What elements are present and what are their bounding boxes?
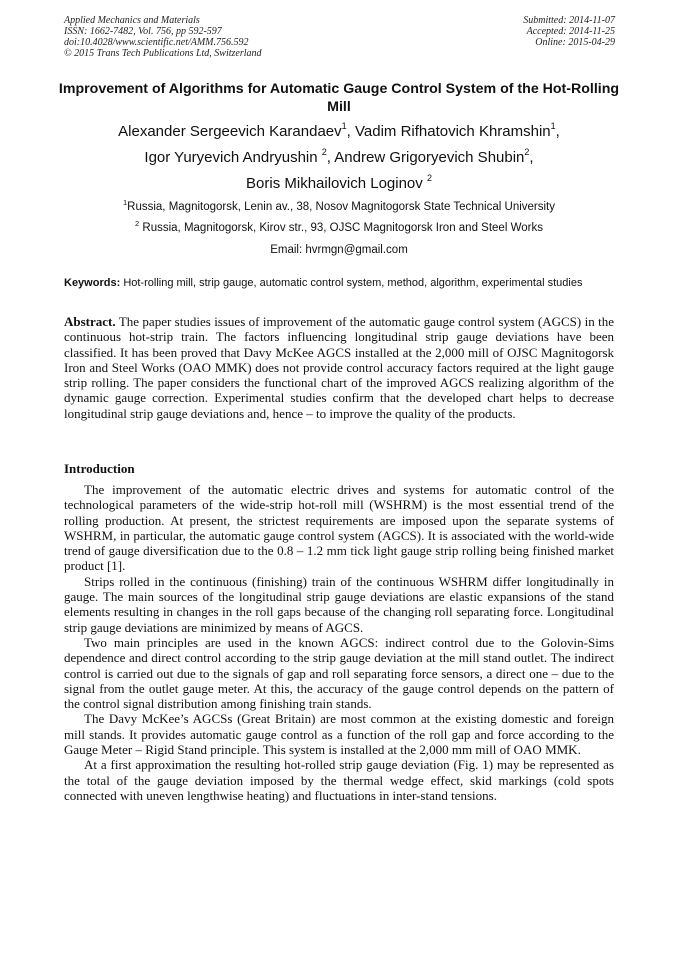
body-paragraph: At a first approximation the resulting hot-rolled strip gauge deviation (Fig. 1) may be represented as the total of the gauge deviation imposed by the thermal wedge effect, skid markings (cold spots connected with uneven lengthwise heating) and fluctuations in inter-stand tensions.	[64, 757, 614, 803]
affiliation-mark: 1	[122, 198, 128, 207]
author-name: Vadim Rifhatovich Khramshin	[355, 123, 551, 140]
author-name: Igor Yuryevich Andryushin	[144, 149, 318, 166]
copyright-line: © 2015 Trans Tech Publications Ltd, Switzerland	[64, 48, 262, 59]
affiliation-1	[20, 200, 658, 214]
doi-line: doi:10.4028/www.scientific.net/AMM.756.592	[64, 37, 249, 48]
abstract-label: Abstract.	[64, 314, 116, 329]
affiliation-text: Russia, Magnitogorsk, Kirov str., 93, OJSC Magnitogorsk Iron and Steel Works	[142, 222, 543, 234]
author-line-3	[20, 175, 658, 193]
keywords-label: Keywords:	[64, 277, 121, 289]
keywords-text: Hot-rolling mill, strip gauge, automatic control system, method, algorithm, experimental studies	[123, 277, 583, 289]
author-name: Andrew Grigoryevich Shubin	[334, 149, 525, 166]
author-line-2: Igor Yuryevich Andryushin $^2$, Andrew Grigoryevich Shubin$^2$,	[144, 147, 534, 166]
body-paragraph: Two main principles are used in the known AGCS: indirect control due to the Golovin-Sims dependence and direct control according to the strip gauge deviation at the mill stand outlet. The indirect control is carried out due to the signals of gap and roll separating force sensors, a direct one – due to the signal from the outlet gauge meter. At this, the accuracy of the gauge control depends on the pattern of the control signal distribution among finishing train stands.	[64, 634, 614, 712]
journal-name: Applied Mechanics and Materials	[64, 15, 200, 26]
abstract-block	[64, 314, 614, 421]
author-name: Alexander Sergeevich Karandaev	[118, 123, 342, 140]
author-affiliation-mark: 2	[321, 147, 327, 157]
section-heading-introduction: Introduction	[64, 461, 135, 476]
keywords-block	[64, 277, 614, 290]
paper-title: Improvement of Algorithms for Automatic Gauge Control System of the Hot-Rolling Mill	[58, 81, 620, 115]
introduction-body	[64, 482, 614, 803]
affiliation-text: Russia, Magnitogorsk, Lenin av., 38, Nosov Magnitogorsk State Technical University	[127, 201, 555, 213]
author-affiliation-mark: 1	[550, 121, 556, 131]
body-paragraph: The improvement of the automatic electric drives and systems for automatic control of the technological parameters of the wide-strip hot-roll mill (WSHRM) is the most essential trend of the rolling production. At present, the strictest requirements are imposed upon the separate systems of WSHRM, in particular, the automatic gauge control system (AGCS). It is associated with the world-wide trend of gauge diversification due to the 0.8 – 1.2 mm tick light gauge strip rolling being finished market product [1].	[64, 482, 614, 574]
submitted-date: Submitted: 2014-11-07	[523, 15, 615, 26]
accepted-date: Accepted: 2014-11-25	[526, 26, 615, 37]
email-line: Email: hvrmgn@gmail.com	[270, 244, 408, 256]
body-paragraph: Strips rolled in the continuous (finishing) train of the continuous WSHRM differ longitudinally in gauge. The main sources of the longitudinal strip gauge deviations are elastic expansions of the stand elements resulting in changes in the roll gaps because of the changing roll separating force. Longitudinal strip gauge deviations are minimized by means of AGCS.	[64, 573, 614, 635]
issn-line: ISSN: 1662-7482, Vol. 756, pp 592-597	[64, 26, 222, 37]
online-date: Online: 2015-04-29	[535, 37, 615, 48]
affiliation-mark: 2	[135, 219, 140, 228]
abstract-text: The paper studies issues of improvement of the automatic gauge control system (AGCS) in the continuous hot-strip train. The factors influencing longitudinal strip gauge deviations have been classified. It has been proved that Davy McKee AGCS installed at the 2,000 mill of OJSC Magnitogorsk Iron and Steel Works (OAO MMK) does not provide control accuracy factors required at the light gauge strip rolling. The paper considers the functional chart of the improved AGCS realizing algorithm of the dynamic gauge correction. Experimental studies confirm that the developed chart helps to decrease longitudinal strip gauge deviations and, hence – to improve the quality of the products.	[64, 314, 615, 421]
journal-header-right	[523, 15, 615, 48]
author-affiliation-mark: 2	[524, 147, 530, 157]
affiliation-2	[20, 221, 658, 235]
author-affiliation-mark: 1	[341, 121, 347, 131]
journal-header-left	[64, 15, 262, 59]
body-paragraph: The Davy McKee’s AGCSs (Great Britain) are most common at the existing domestic and foreign mill stands. It provides automatic gauge control as a function of the roll gap and force according to the Gauge Meter – Rigid Stand principle. This system is installed at the 2,000 mm mill of OAO MMK.	[64, 711, 614, 758]
author-affiliation-mark: 2	[426, 173, 432, 183]
author-line-1: Alexander Sergeevich Karandaev$^1$, Vadim Rifhatovich Khramshin$^1$,	[118, 121, 560, 140]
author-name: Boris Mikhailovich Loginov	[246, 175, 423, 192]
